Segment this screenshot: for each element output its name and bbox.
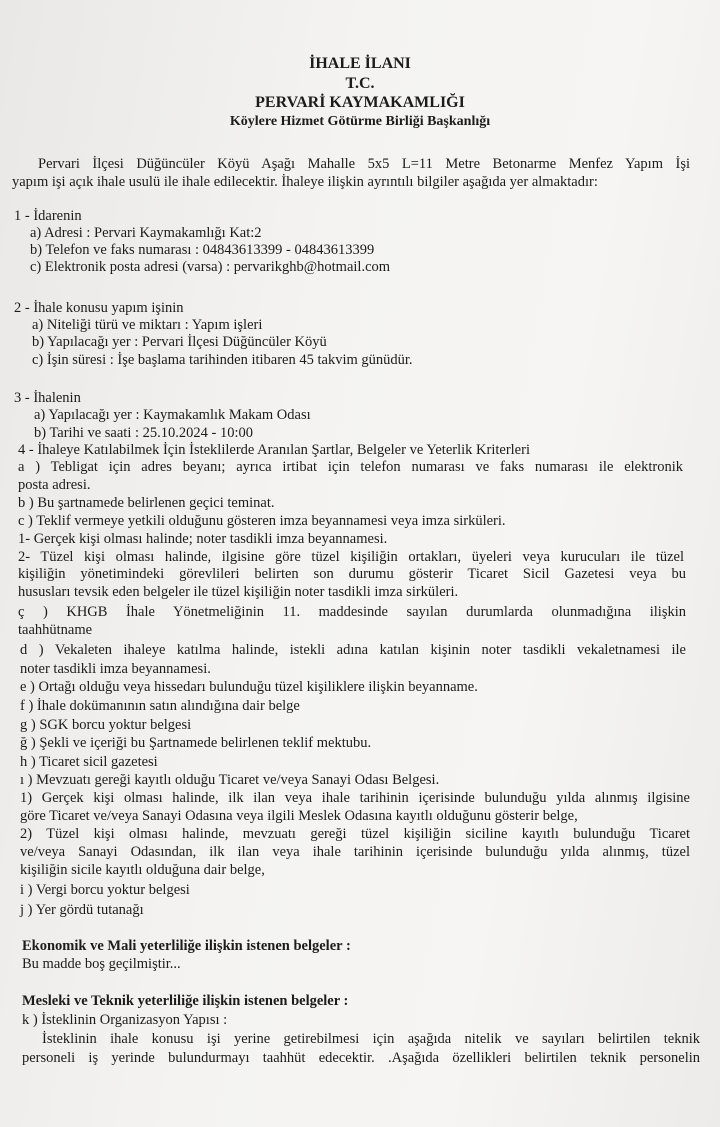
section4-i: i ) Vergi borcu yoktur belgesi bbox=[20, 882, 190, 898]
section4-ii-1-line2: göre Ticaret ve/veya Sanayi Odasına veya ilgili Meslek Odasına kayıtlı olduğunu gösterir belge, bbox=[20, 808, 578, 824]
professional-text-line1: İsteklinin ihale konusu işi yerine getirebilmesi için aşağıda nitelik ve sayıları belirtilen teknik bbox=[42, 1031, 700, 1047]
section4-c: c ) Teklif vermeye yetkili olduğunu gösteren imza beyannamesi veya imza sirküleri. bbox=[18, 513, 506, 529]
section4-title: 4 - İhaleye Katılabilmek İçin İsteklilerde Aranılan Şartlar, Belgeler ve Yeterlik Kriterleri bbox=[18, 442, 530, 458]
section1-b: b) Telefon ve faks numarası : 04843613399 - 04843613399 bbox=[30, 242, 375, 258]
section4-b: b ) Bu şartnamede belirlenen geçici teminat. bbox=[18, 495, 275, 511]
section4-ii-2-line1: 2) Tüzel kişi olması halinde, mevzuatı gereği tüzel kişiliğin siciline kayıtlı bulunduğu Ticaret bbox=[20, 826, 690, 842]
section4-c-2-line3: hususları tevsik eden belgeler ile tüzel kişiliğin noter tasdikli imza sirküleri. bbox=[18, 584, 459, 600]
section4-ii-2-line2: ve/veya Sanayi Odasından, ilk ilan veya ihale tarihinin içerisinde bulunduğu yılda alınmış, tüzel bbox=[20, 844, 690, 860]
section4-ii: ı ) Mevzuatı gereği kayıtlı olduğu Ticaret ve/veya Sanayi Odası Belgesi. bbox=[20, 772, 440, 788]
section4-cc-line2: taahhütname bbox=[18, 622, 93, 638]
section2-title: 2 - İhale konusu yapım işinin bbox=[14, 300, 184, 316]
section4-e: e ) Ortağı olduğu veya hissedarı bulunduğu tüzel kişiliklere ilişkin beyanname. bbox=[20, 679, 478, 695]
section4-j: j ) Yer gördü tutanağı bbox=[20, 902, 144, 918]
professional-heading: Mesleki ve Teknik yeterliliğe ilişkin istenen belgeler : bbox=[22, 993, 349, 1009]
section1-a: a) Adresi : Pervari Kaymakamlığı Kat:2 bbox=[30, 225, 262, 241]
notice-title: İHALE İLANI bbox=[309, 55, 411, 72]
economic-text: Bu madde boş geçilmiştir... bbox=[22, 956, 181, 972]
section4-c-2-line1: 2- Tüzel kişi olması halinde, ilgisine göre tüzel kişiliğin ortakları, üyeleri veya kurucuları ile tüzel bbox=[18, 549, 684, 565]
intro-line-1: Pervari İlçesi Düğüncüler Köyü Aşağı Mahalle 5x5 L=11 Metre Betonarme Menfez Yapım İşi bbox=[38, 156, 690, 172]
section4-c-1: 1- Gerçek kişi olması halinde; noter tasdikli imza beyannamesi. bbox=[18, 531, 388, 547]
section2-a: a) Niteliği türü ve miktarı : Yapım işleri bbox=[32, 317, 263, 333]
intro-line-2: yapım işi açık ihale usulü ile ihale edilecektir. İhaleye ilişkin ayrıntılı bilgiler aşağıda yer almaktadır: bbox=[12, 174, 598, 190]
section3-b: b) Tarihi ve saati : 25.10.2024 - 10:00 bbox=[34, 425, 254, 441]
section1-c: c) Elektronik posta adresi (varsa) : pervarikghb@hotmail.com bbox=[30, 259, 391, 275]
authority-name: PERVARİ KAYMAKAMLIĞI bbox=[255, 94, 465, 111]
section4-a-line1: a ) Tebligat için adres beyanı; ayrıca irtibat için telefon numarası ve faks numarası ile elektronik bbox=[18, 459, 683, 475]
section2-c: c) İşin süresi : İşe başlama tarihinden itibaren 45 takvim günüdür. bbox=[32, 352, 413, 368]
section4-gg: ğ ) Şekli ve içeriği bu Şartnamede belirlenen teklif mektubu. bbox=[20, 735, 372, 751]
professional-text-line2: personeli iş yerinde bulundurmayı taahhüt edecektir. .Aşağıda özellikleri belirtilen teknik personelin bbox=[22, 1050, 700, 1066]
section4-cc-line1: ç ) KHGB İhale Yönetmeliğinin 11. maddesinde sayılan durumlarda olunmadığına ilişkin bbox=[18, 604, 686, 620]
professional-k: k ) İsteklinin Organizasyon Yapısı : bbox=[22, 1012, 228, 1028]
section4-a-line2: posta adresi. bbox=[18, 477, 91, 493]
section4-ii-1-line1: 1) Gerçek kişi olması halinde, ilk ilan veya ihale tarihinin içerisinde bulunduğu yılda alınmış ilgisine bbox=[20, 790, 690, 806]
section4-c-2-line2: kişiliğin yönetimindeki görevlileri belirten son durumu gösterir Ticaret Sicil Gazetesi veya bu bbox=[18, 566, 686, 582]
section4-d-line2: noter tasdikli imza beyannamesi. bbox=[20, 661, 211, 677]
section3-title: 3 - İhalenin bbox=[14, 390, 81, 406]
section1-title: 1 - İdarenin bbox=[14, 208, 82, 224]
section4-ii-2-line3: kişiliğin sicile kayıtlı olduğuna dair belge, bbox=[20, 862, 265, 878]
economic-heading: Ekonomik ve Mali yeterliliğe ilişkin istenen belgeler : bbox=[22, 938, 351, 954]
section4-d-line1: d ) Vekaleten ihaleye katılma halinde, istekli adına katılan kişinin noter tasdikli vekaletnamesi ile bbox=[20, 642, 686, 658]
section4-h: h ) Ticaret sicil gazetesi bbox=[20, 754, 158, 770]
section4-f: f ) İhale dokümanının satın alındığına dair belge bbox=[20, 698, 300, 714]
section2-b: b) Yapılacağı yer : Pervari İlçesi Düğüncüler Köyü bbox=[32, 334, 327, 350]
republic-abbrev: T.C. bbox=[345, 75, 375, 92]
unit-name: Köylere Hizmet Götürme Birliği Başkanlığı bbox=[229, 114, 491, 129]
section3-a: a) Yapılacağı yer : Kaymakamlık Makam Odası bbox=[34, 407, 311, 423]
section4-g: g ) SGK borcu yoktur belgesi bbox=[20, 717, 192, 733]
